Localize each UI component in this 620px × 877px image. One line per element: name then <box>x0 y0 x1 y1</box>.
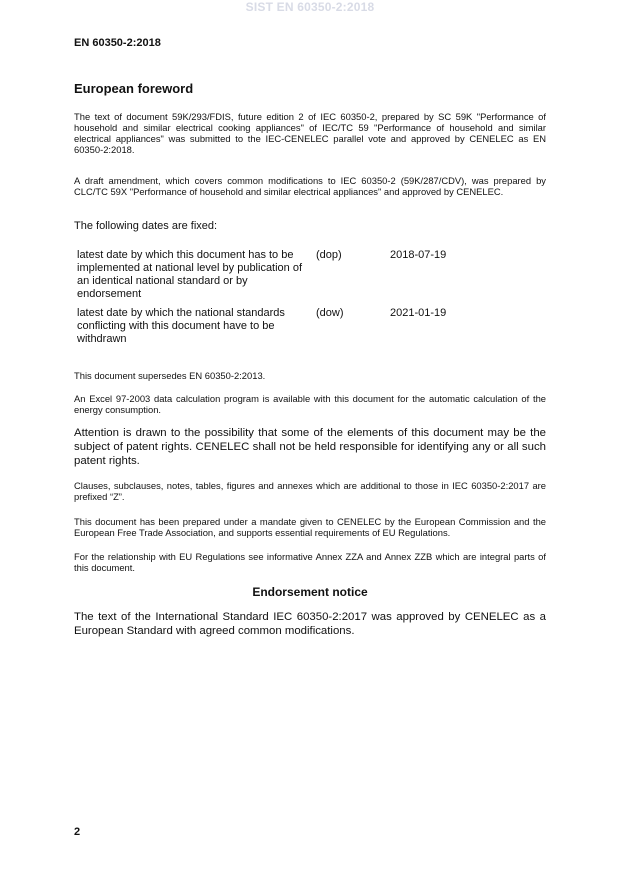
date-value: 2021-01-19 <box>390 307 447 319</box>
date-code: (dow) <box>316 307 344 319</box>
foreword-paragraph-5: Attention is drawn to the possibility that some of the elements of this document may be the subject of patent rights. CENELEC shall not be held responsible for identifying any or all such patent rights. <box>74 427 546 467</box>
foreword-paragraph-3: This document supersedes EN 60350-2:2013. <box>74 370 266 381</box>
page-number: 2 <box>74 826 81 838</box>
date-row-dop <box>74 249 546 307</box>
date-description: latest date by which this document has to be implemented at national level by publication of an identical national standard or by endorsement <box>77 249 303 300</box>
document-id: EN 60350-2:2018 <box>74 37 161 49</box>
foreword-paragraph-7: This document has been prepared under a mandate given to CENELEC by the European Commission and the European Free Trade Association, and supports essential requirements of EU Regulations. <box>74 516 546 538</box>
watermark: SIST EN 60350-2:2018 <box>245 0 375 14</box>
endorsement-text: The text of the International Standard IEC 60350-2:2017 was approved by CENELEC as a European Standard with agreed common modifications. <box>74 611 546 637</box>
foreword-heading: European foreword <box>74 81 194 96</box>
dates-intro: The following dates are fixed: <box>74 220 218 232</box>
date-description: latest date by which the national standards conflicting with this document have to be withdrawn <box>77 307 285 345</box>
date-code: (dop) <box>316 249 342 261</box>
foreword-paragraph-4: An Excel 97-2003 data calculation program is available with this document for the automatic calculation of the energy consumption. <box>74 393 546 415</box>
foreword-paragraph-8: For the relationship with EU Regulations see informative Annex ZZA and Annex ZZB which are integral parts of this document. <box>74 551 546 573</box>
foreword-paragraph-1: The text of document 59K/293/FDIS, future edition 2 of IEC 60350-2, prepared by SC 59K "Performance of household and similar electrical cooking appliances" of IEC/TC 59 "Performance of household and similar electrical appliances" was submitted to the IEC-CENELEC parallel vote and approved by CENELEC as EN 60350-2:2018. <box>74 111 546 155</box>
date-value: 2018-07-19 <box>390 249 447 261</box>
dates-table <box>74 249 546 352</box>
date-row-dow <box>74 307 546 352</box>
endorsement-heading: Endorsement notice <box>252 585 368 599</box>
foreword-paragraph-6: Clauses, subclauses, notes, tables, figures and annexes which are additional to those in IEC 60350-2:2017 are prefixed “Z”. <box>74 480 546 502</box>
foreword-paragraph-2: A draft amendment, which covers common modifications to IEC 60350-2 (59K/287/CDV), was prepared by CLC/TC 59X "Performance of household and similar electrical appliances" and approved by CENELEC. <box>74 175 546 197</box>
